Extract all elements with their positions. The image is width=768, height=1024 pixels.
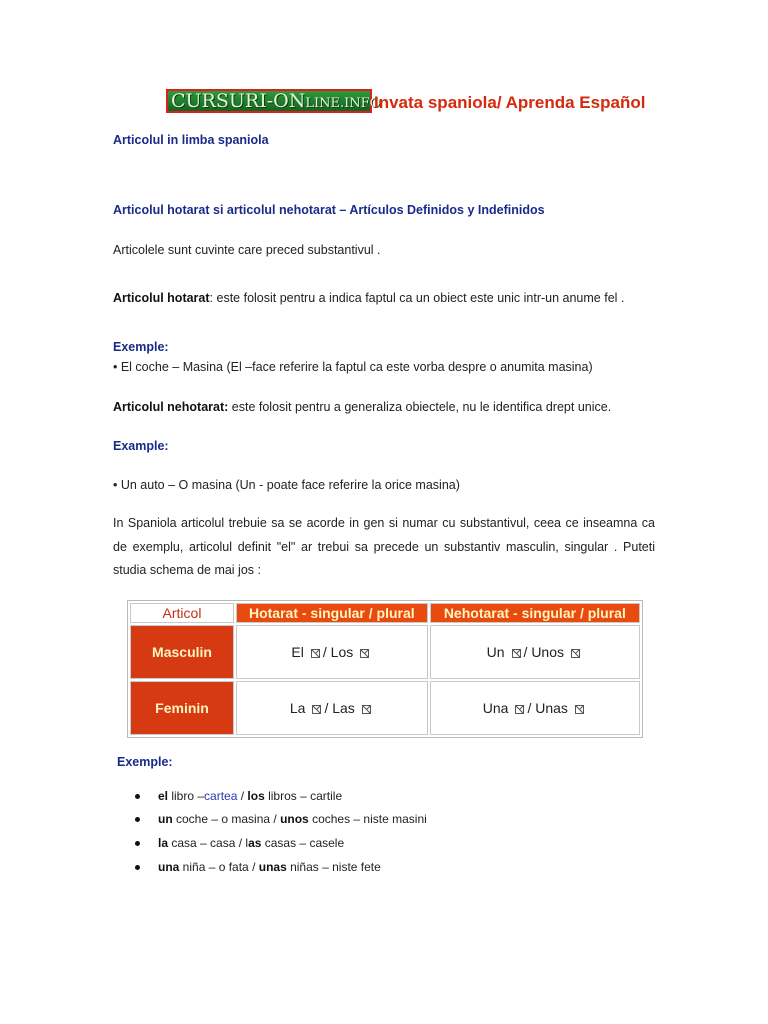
document-page: CURSURI-ONLINE.INFO Invata spaniola/ Aprenda Español Articolul in limba spaniola Articolul hotarat si articolul nehotarat – Artículos Definidos y Indefinidos Articolele sunt cuvinte care preced substantivul . Articolul hotarat: este folosit pentru a indica faptul ca un obiect este unic intr-un anume fel . Exemple: • El coche – Masina (El –face referire la faptul ca este vorba despre o anumita masina) Articolul nehotarat: este folosit pentru a generaliza obiectele, nu le identifica drept unice. Example: • Un auto – O masina (Un - poate face referire la orice masina) In Spaniola articolul trebuie sa se acorde in gen si numar cu substantivul, ceea ce inseamna ca de exemplu, articolul definit "el" ar trebui sa precede un substantiv masculin, singular . Puteti studia schema de mai jos : Articol Hotarat - singular / plural Nehotarat - singular / plural Masculin El / Los Un / Unos Feminin La / Las Una / Unas Exemple: el libro –cartea / los libros – cartile un coche – o masina / unos coches – niste masini la casa – casa / las casas – casele una niña – o fata / unas niñas – niste fete: [113, 90, 655, 874]
article-table: [127, 600, 643, 738]
bullet-icon: [135, 865, 140, 870]
cursuri-online-logo[interactable]: [166, 89, 381, 113]
logo-text: CURSURI-ONLINE.INFO: [171, 90, 381, 112]
page-title: Invata spaniola/ Aprenda Español: [374, 93, 646, 112]
broken-image-icon: [515, 705, 524, 714]
table-header-articol: Articol: [130, 603, 234, 623]
broken-image-icon: [575, 705, 584, 714]
article-una: Una: [482, 700, 509, 716]
broken-image-icon: [571, 649, 580, 658]
broken-image-icon: [362, 705, 371, 714]
definite-text: : este folosit pentru a indica faptul ca un obiect este unic intr-un anume fel .: [209, 291, 625, 305]
cell-feminin-definite: [236, 681, 428, 735]
table-header-row: [130, 603, 640, 623]
example1-line: • El coche – Masina (El –face referire la faptul ca este vorba despre o anumita masina): [113, 360, 593, 374]
table-header-definite: Hotarat - singular / plural: [236, 603, 428, 623]
example1-label: Exemple:: [113, 340, 169, 354]
cartea-link[interactable]: cartea: [204, 789, 238, 803]
table-header-indefinite: Nehotarat - singular / plural: [430, 603, 640, 623]
intro-text: Articolele sunt cuvinte care preced substantivul .: [113, 243, 381, 257]
row-label-feminin: Feminin: [130, 681, 234, 735]
row-label-masculin: Masculin: [130, 625, 234, 679]
article-unas: / Unas: [527, 700, 568, 716]
bullet-icon: [135, 817, 140, 822]
indefinite-term: Articolul nehotarat:: [113, 400, 229, 414]
article-los: / Los: [322, 644, 354, 660]
agreement-paragraph: In Spaniola articolul trebuie sa se acorde in gen si numar cu substantivul, ceea ce inseamna ca de exemplu, articolul definit "el" ar trebui sa precede un substantiv masculin, singular . Puteti studia schema de mai jos :: [113, 516, 655, 577]
table-row: [130, 681, 640, 735]
bullet-icon: [135, 794, 140, 799]
example2-line: • Un auto – O masina (Un - poate face referire la orice masina): [113, 478, 460, 492]
subsection-title: Articolul hotarat si articolul nehotarat – Artículos Definidos y Indefinidos: [113, 203, 545, 217]
indefinite-article-paragraph: [113, 400, 611, 414]
article-las: / Las: [324, 700, 355, 716]
section-title: Articolul in limba spaniola: [113, 133, 269, 147]
broken-image-icon: [312, 705, 321, 714]
broken-image-icon: [512, 649, 521, 658]
table-row: [130, 625, 640, 679]
example2-label: Example:: [113, 439, 169, 453]
definite-term: Articolul hotarat: [113, 291, 210, 305]
broken-image-icon: [360, 649, 369, 658]
article-el: El: [291, 644, 304, 660]
cell-masculin-indefinite: [430, 625, 640, 679]
indefinite-text: este folosit pentru a generaliza obiectele, nu le identifica drept unice.: [228, 400, 612, 414]
article-la: La: [289, 700, 306, 716]
article-un: Un: [486, 644, 505, 660]
definite-article-paragraph: [113, 291, 624, 305]
cell-masculin-definite: [236, 625, 428, 679]
bullet-icon: [135, 841, 140, 846]
cell-feminin-indefinite: [430, 681, 640, 735]
article-unos: / Unos: [523, 644, 565, 660]
broken-image-icon: [311, 649, 320, 658]
examples-label: Exemple:: [117, 755, 173, 769]
